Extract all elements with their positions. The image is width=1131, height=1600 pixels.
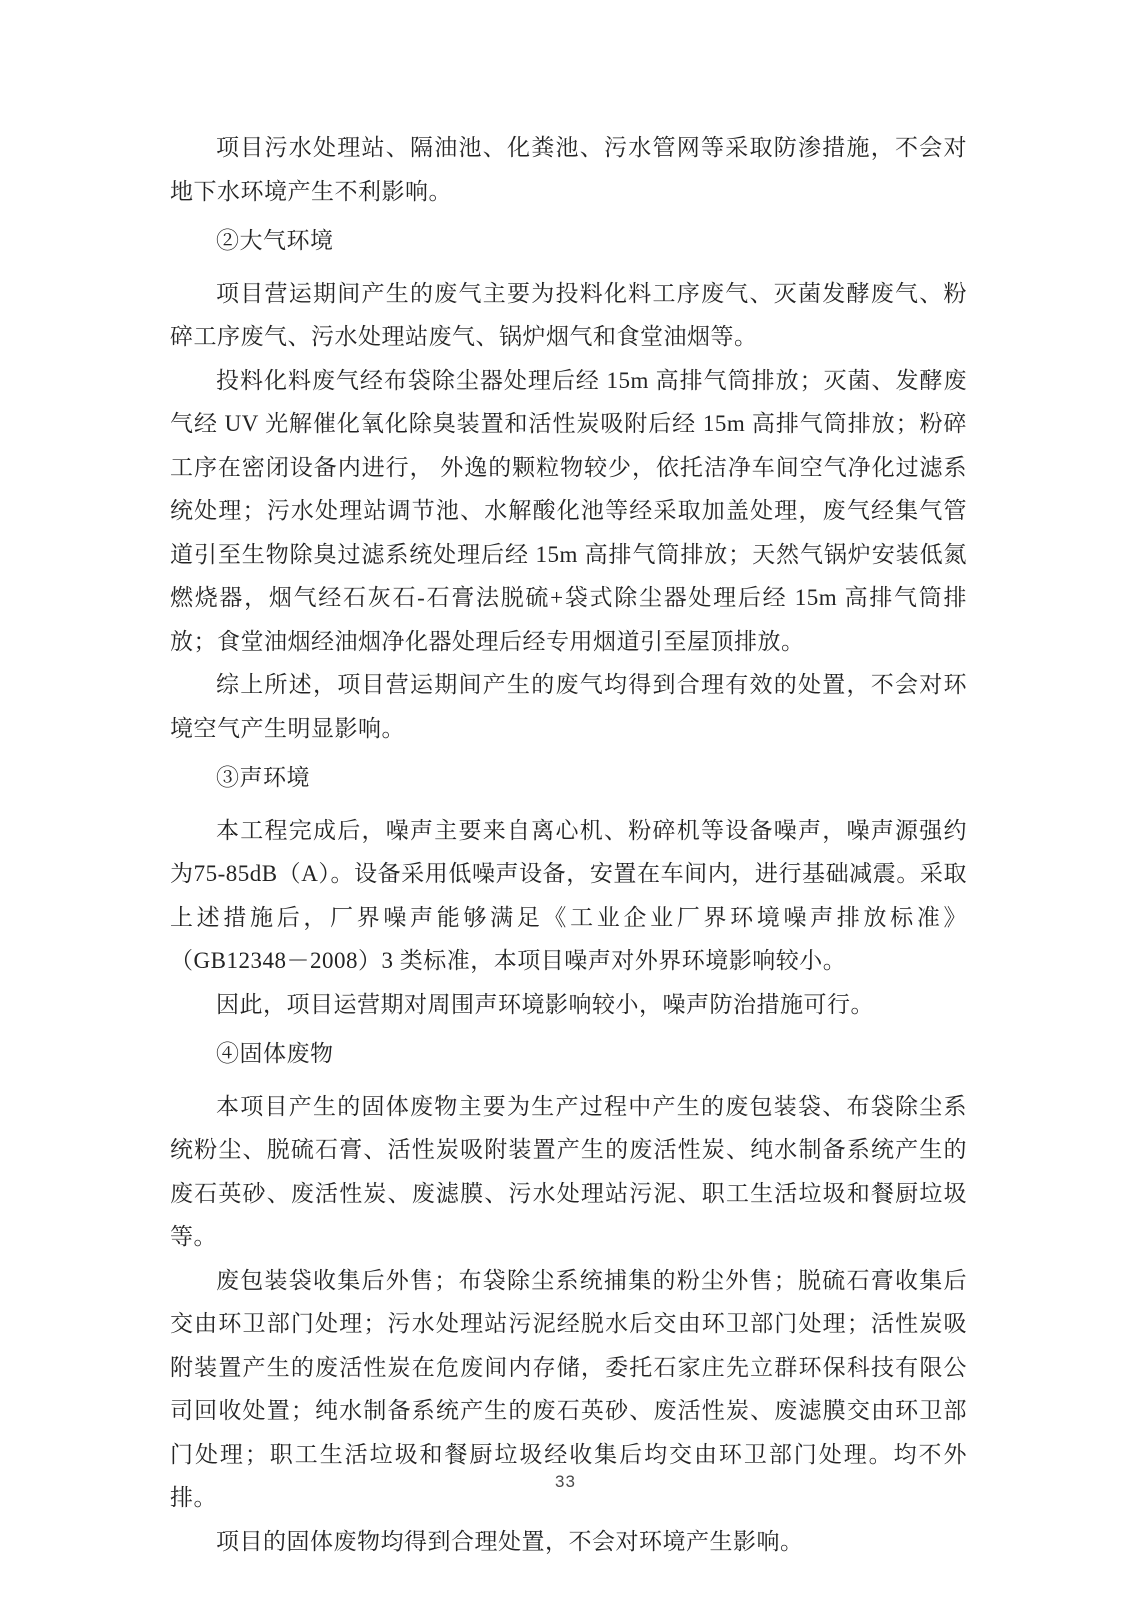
paragraph-noise-conclusion: 因此，项目运营期对周围声环境影响较小，噪声防治措施可行。 bbox=[216, 991, 874, 1017]
paragraph-waste-gas-summary: 综上所述，项目营运期间产生的废气均得到合理有效的处置，不会对环境空气产生明显影响。 bbox=[170, 672, 967, 741]
paragraph-waste-gas-treatment: 投料化料废气经布袋除尘器处理后经 15m 高排气筒排放；灭菌、发酵废气经 UV 光解催化氧化除臭装置和活性炭吸附后经 15m 高排气筒排放；粉碎工序在密闭设备内进行， 外逸的颗粒物较少，依托洁净车间空气净化过滤系统处理；污水处理站调节池、水解酸化池等经采取加盖处理，废气经集气管道引至生物除臭过滤系统处理后经 15m 高排气筒排放；天然气锅炉安装低氮燃烧器，烟气经石灰石-石膏法脱硫+袋式除尘器处理后经 15m 高排气筒排放；食堂油烟经油烟净化器处理后经专用烟道引至屋顶排放。 bbox=[170, 367, 967, 654]
section-heading-noise: ③声环境 bbox=[216, 765, 310, 790]
paragraph-waste-gas-sources: 项目营运期间产生的废气主要为投料化料工序废气、灭菌发酵废气、粉碎工序废气、污水处理站废气、锅炉烟气和食堂油烟等。 bbox=[170, 280, 967, 349]
paragraph-solid-waste-disposal: 废包装袋收集后外售；布袋除尘系统捕集的粉尘外售；脱硫石膏收集后交由环卫部门处理；污水处理站污泥经脱水后交由环卫部门处理；活性炭吸附装置产生的废活性炭在危废间内存储，委托石家庄先立群环保科技有限公司回收处置；纯水制备系统产生的废石英砂、废活性炭、废滤膜交由环卫部门处理；职工生活垃圾和餐厨垃圾经收集后均交由环卫部门处理。均不外排。 bbox=[170, 1267, 967, 1510]
section-heading-atmosphere: ②大气环境 bbox=[216, 228, 334, 253]
paragraph-groundwater-measures: 项目污水处理站、隔油池、化粪池、污水管网等采取防渗措施，不会对地下水环境产生不利影响。 bbox=[170, 135, 967, 204]
section-heading-solid-waste: ④固体废物 bbox=[216, 1041, 334, 1066]
paragraph-noise-measures: 本工程完成后，噪声主要来自离心机、粉碎机等设备噪声，噪声源强约为75-85dB（A）。设备采用低噪声设备，安置在车间内，进行基础减震。采取上述措施后，厂界噪声能够满足《工业企业厂界环境噪声排放标准》（GB12348－2008）3 类标准，本项目噪声对外界环境影响较小。 bbox=[170, 817, 967, 973]
paragraph-solid-waste-summary: 项目的固体废物均得到合理处置，不会对环境产生影响。 bbox=[216, 1528, 804, 1554]
paragraph-solid-waste-types: 本项目产生的固体废物主要为生产过程中产生的废包装袋、布袋除尘系统粉尘、脱硫石膏、活性炭吸附装置产生的废活性炭、纯水制备系统产生的废石英砂、废活性炭、废滤膜、污水处理站污泥、职工生活垃圾和餐厨垃圾等。 bbox=[170, 1093, 967, 1249]
document-body bbox=[170, 126, 967, 1563]
page-number: 33 bbox=[555, 1472, 576, 1491]
